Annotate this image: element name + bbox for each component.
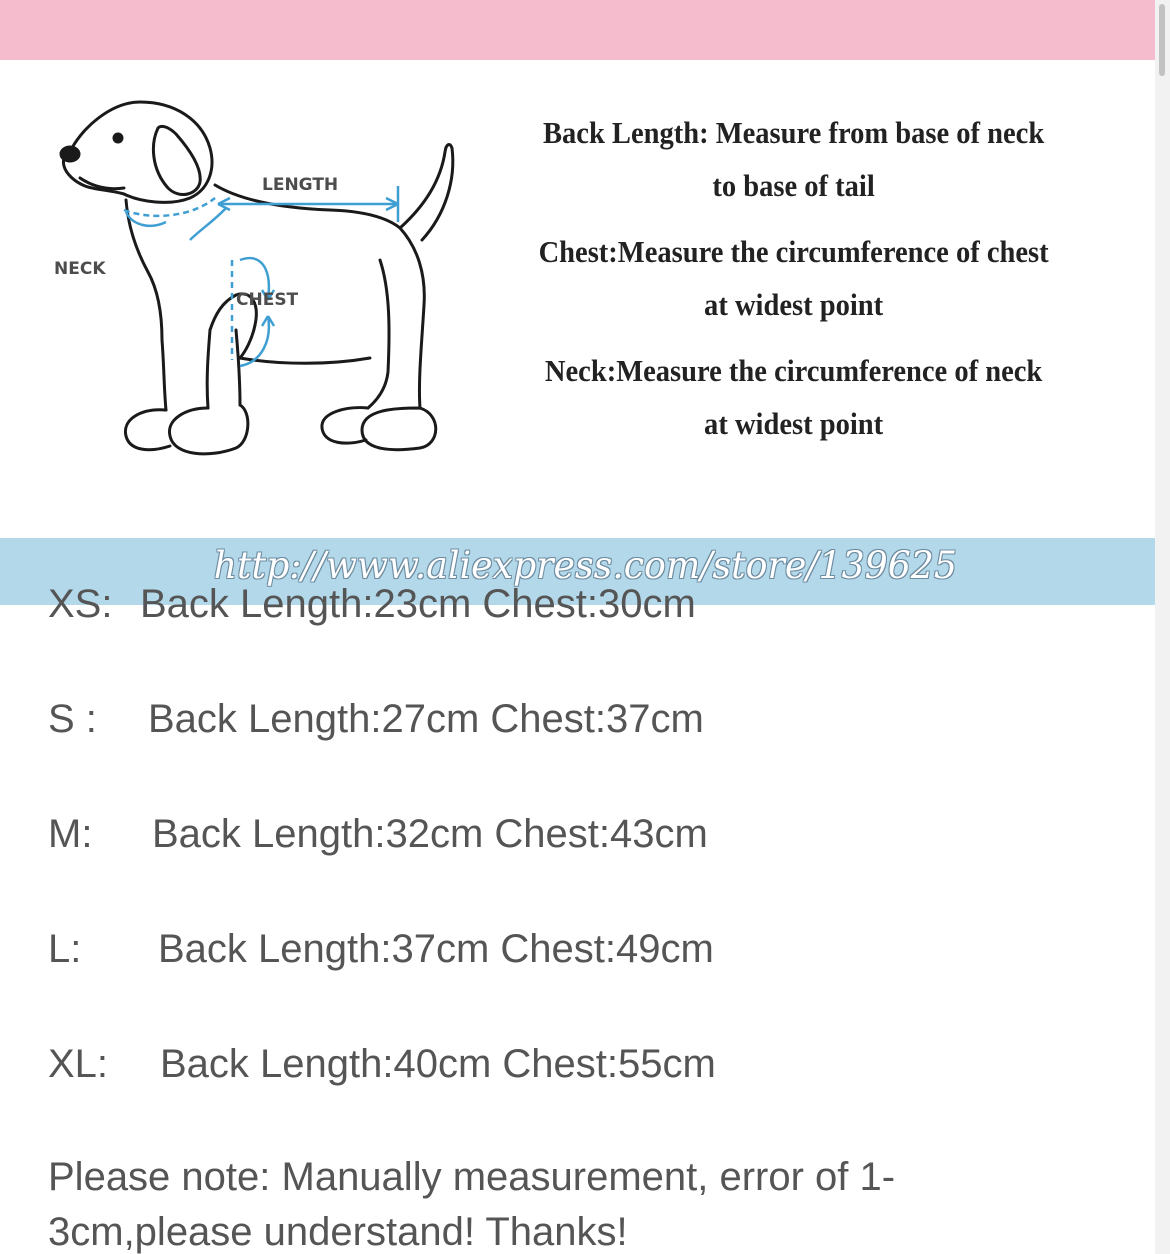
- size-code: L:: [48, 927, 82, 971]
- size-detail: Back Length:40cm Chest:55cm: [160, 1042, 716, 1086]
- size-row-xl: [48, 1032, 716, 1147]
- chest-label: CHEST: [236, 290, 299, 310]
- size-row-s: [48, 687, 716, 802]
- size-chart: [48, 572, 716, 1147]
- size-detail: Back Length:27cm Chest:37cm: [148, 697, 704, 741]
- instruction-line: at widest point: [704, 287, 884, 322]
- length-label: LENGTH: [262, 175, 339, 195]
- size-detail: Back Length:32cm Chest:43cm: [152, 812, 708, 856]
- neck-label: NECK: [54, 259, 106, 279]
- instruction-line: Neck:Measure the circumference of neck: [544, 353, 1043, 388]
- measurement-instructions: [490, 106, 1097, 450]
- size-code: S :: [48, 697, 97, 741]
- top-header-bar: [0, 0, 1155, 60]
- size-guide-banner: [0, 60, 1170, 587]
- size-detail: Back Length:37cm Chest:49cm: [158, 927, 714, 971]
- size-row-m: [48, 802, 716, 917]
- instruction-line: Back Length: Measure from base of neck: [543, 115, 1045, 150]
- measurement-note: Please note: Manually measurement, error of 1-3cm,please understand! Thanks!: [48, 1155, 896, 1254]
- store-link-watermark: http://www.aliexpress.com/store/139625: [213, 544, 957, 587]
- vertical-scrollbar[interactable]: [1155, 0, 1170, 1254]
- instruction-line: to base of tail: [712, 168, 875, 203]
- dog-measurement-diagram: [40, 90, 480, 480]
- instruction-line: at widest point: [704, 406, 884, 441]
- instruction-line: Chest:Measure the circumference of chest: [538, 234, 1049, 269]
- size-code: M:: [48, 812, 93, 856]
- size-code: XL:: [48, 1042, 109, 1086]
- scrollbar-thumb[interactable]: [1159, 4, 1165, 76]
- size-row-l: [48, 917, 716, 1032]
- size-row-xs: [48, 572, 716, 687]
- size-code: XS:: [48, 582, 113, 626]
- size-detail: Back Length:23cm Chest:30cm: [140, 582, 696, 626]
